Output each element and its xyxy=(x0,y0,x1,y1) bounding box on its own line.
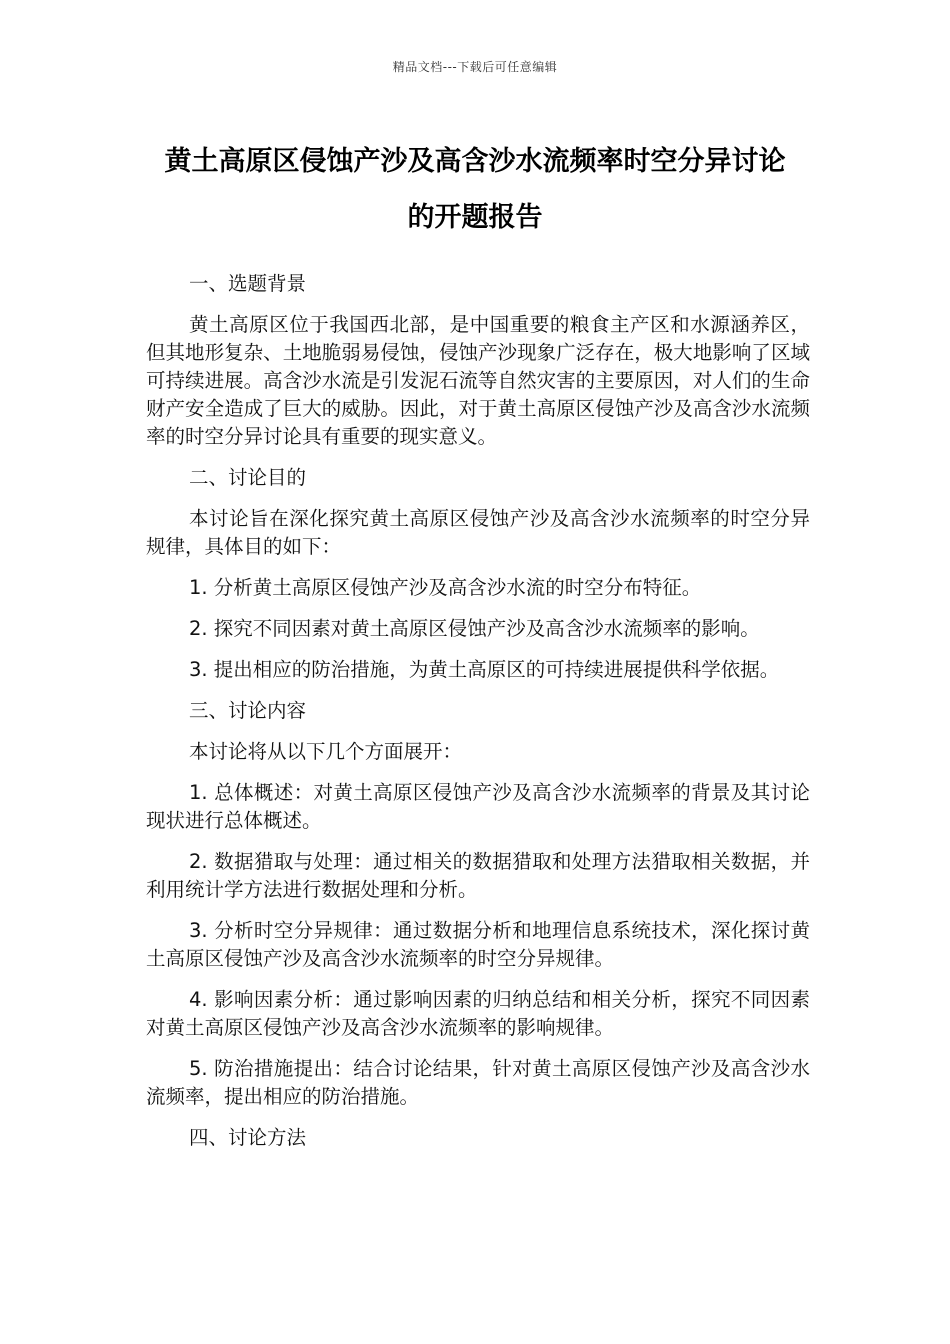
paragraph-background: 黄土高原区位于我国西北部，是中国重要的粮食主产区和水源涵养区，但其地形复杂、土地脆弱易侵蚀，侵蚀产沙现象广泛存在，极大地影响了区域可持续进展。高含沙水流是引发泥石流等自然灾害的主要原因，对人们的生命财产安全造成了巨大的威胁。因此，对于黄土高原区侵蚀产沙及高含沙水流频率的时空分异讨论具有重要的现实意义。 xyxy=(146,313,810,448)
content-item-2: 2. 数据猎取与处理：通过相关的数据猎取和处理方法猎取相关数据，并利用统计学方法进行数据处理和分析。 xyxy=(146,850,810,901)
header-note: 精品文档---下载后可任意编辑 xyxy=(392,60,558,74)
purpose-item-2: 2. 探究不同因素对黄土高原区侵蚀产沙及高含沙水流频率的影响。 xyxy=(189,617,760,640)
content-item-1: 1. 总体概述：对黄土高原区侵蚀产沙及高含沙水流频率的背景及其讨论现状进行总体概述。 xyxy=(146,781,810,832)
content-item-3: 3. 分析时空分异规律：通过数据分析和地理信息系统技术，深化探讨黄土高原区侵蚀产沙及高含沙水流频率的时空分异规律。 xyxy=(146,919,810,970)
title-line-2: 的开题报告 xyxy=(407,202,543,233)
section-heading-background: 一、选题背景 xyxy=(189,272,307,295)
content-item-5: 5. 防治措施提出：结合讨论结果，针对黄土高原区侵蚀产沙及高含沙水流频率，提出相应的防治措施。 xyxy=(146,1057,810,1108)
paragraph-content-intro: 本讨论将从以下几个方面展开： xyxy=(189,740,463,763)
section-heading-content: 三、讨论内容 xyxy=(189,699,307,722)
purpose-item-1: 1. 分析黄土高原区侵蚀产沙及高含沙水流的时空分布特征。 xyxy=(189,576,702,599)
document-body xyxy=(146,270,810,1165)
document-title xyxy=(120,134,830,246)
title-line-1: 黄土高原区侵蚀产沙及高含沙水流频率时空分异讨论 xyxy=(164,146,786,177)
section-heading-purpose: 二、讨论目的 xyxy=(189,466,307,489)
purpose-item-3: 3. 提出相应的防治措施，为黄土高原区的可持续进展提供科学依据。 xyxy=(189,658,780,681)
paragraph-purpose-intro: 本讨论旨在深化探究黄土高原区侵蚀产沙及高含沙水流频率的时空分异规律，具体目的如下： xyxy=(146,507,810,558)
content-item-4: 4. 影响因素分析：通过影响因素的归纳总结和相关分析，探究不同因素对黄土高原区侵蚀产沙及高含沙水流频率的影响规律。 xyxy=(146,988,810,1039)
section-heading-method: 四、讨论方法 xyxy=(189,1126,307,1149)
